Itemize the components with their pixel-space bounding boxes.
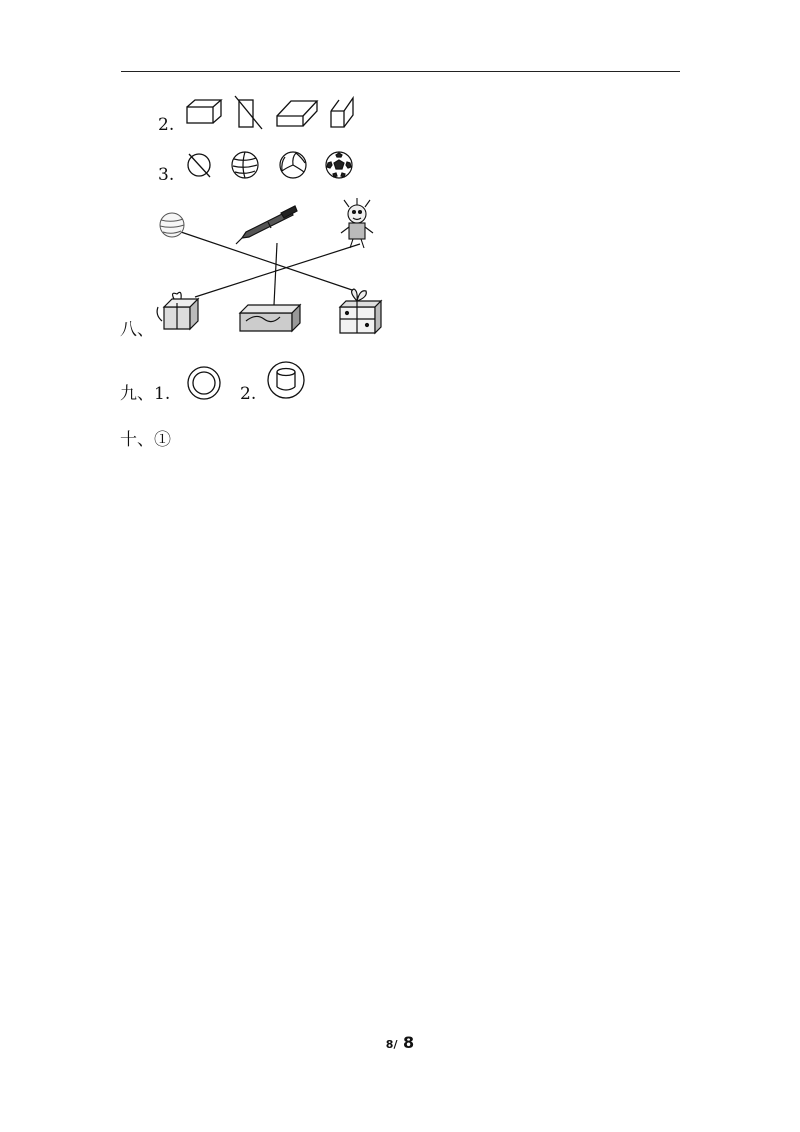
long-cuboid-icon <box>276 98 318 128</box>
page-number-total: 8 <box>403 1033 415 1052</box>
wrapped-present-icon <box>340 289 381 333</box>
fountain-pen-icon <box>236 206 297 244</box>
tall-prism-icon <box>328 97 356 129</box>
connection-line <box>274 243 277 305</box>
item-3-label: 3. <box>158 165 175 185</box>
volleyball-icon <box>278 150 308 180</box>
cylinder-in-circle-icon <box>266 360 306 400</box>
pencil-case-icon <box>240 305 300 331</box>
section-9-label: 九、1. <box>120 384 171 404</box>
gift-box-icon <box>157 292 198 329</box>
header-rule <box>121 71 680 72</box>
ball-icon <box>160 213 184 237</box>
double-ring-icon <box>186 365 222 401</box>
matching-area <box>150 195 390 345</box>
connection-line <box>195 244 360 297</box>
crossed-out-rectangle-icon <box>234 96 264 130</box>
item-2-label: 2. <box>158 115 175 135</box>
section-9-item-2-label: 2. <box>240 384 257 404</box>
connection-line <box>178 231 355 291</box>
page-number <box>0 1033 800 1052</box>
cuboid-icon <box>186 99 222 125</box>
section-8-label: 八、 <box>120 320 154 340</box>
soccer-ball-icon <box>324 150 354 180</box>
volleyball-icon <box>230 150 260 180</box>
page-number-current: 8/ <box>385 1038 398 1051</box>
section-10-label: 十、① <box>120 430 171 450</box>
toy-figure-icon <box>341 198 373 248</box>
crossed-out-circle-icon <box>186 152 212 178</box>
